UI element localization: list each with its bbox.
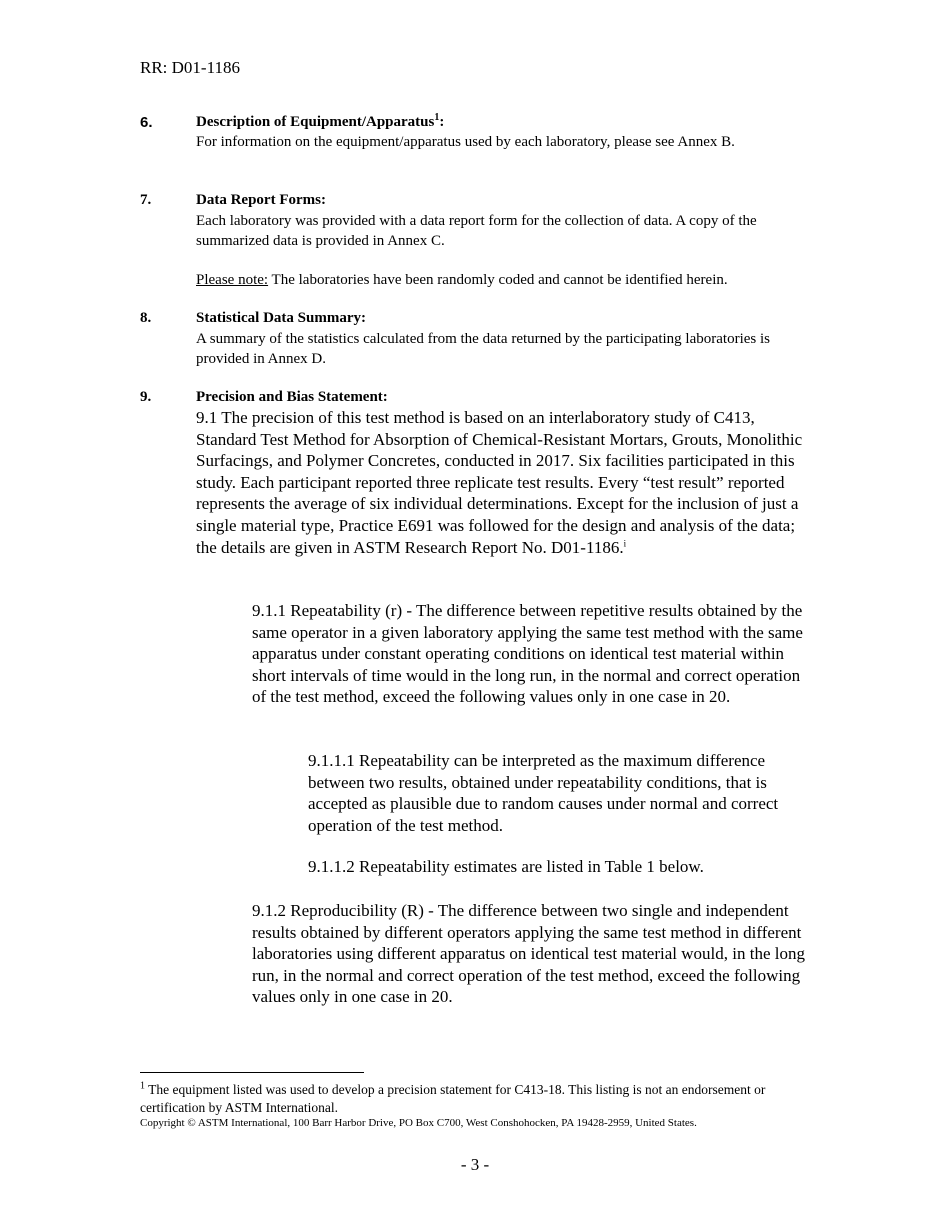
- note-text: The laboratories have been randomly coded and cannot be identified herein.: [268, 272, 728, 288]
- section-7-number: 7.: [140, 192, 152, 208]
- section-9-title: Precision and Bias Statement:: [196, 389, 388, 405]
- section-8-title: Statistical Data Summary:: [196, 310, 366, 326]
- section-6-body: For information on the equipment/apparatus used by each laboratory, please see Annex B.: [196, 134, 735, 150]
- footnote-text: The equipment listed was used to develop a precision statement for C413-18. This listing is not an endorsement or certification by ASTM International.: [140, 1082, 766, 1115]
- paragraph-9-1: [196, 407, 818, 558]
- section-9-number: 9.: [140, 389, 152, 405]
- section-8-number: 8.: [140, 310, 152, 326]
- section-7-body: Each laboratory was provided with a data report form for the collection of data. A copy of the summarized data is provided in Annex C.: [196, 213, 757, 249]
- section-8-body: A summary of the statistics calculated from the data returned by the participating laboratories is provided in Annex D.: [196, 331, 770, 367]
- report-id-header: RR: D01-1186: [140, 58, 240, 77]
- section-7-title: Data Report Forms:: [196, 192, 326, 208]
- paragraph-9-1-text: 9.1 The precision of this test method is based on an interlaboratory study of C413, Standard Test Method for Absorption of Chemical-Resistant Mortars, Grouts, Monolithic Surfacings, and Polymer Concretes, conducted in 2017. Six facilities participated in this study. Each participant reported three replicate test results. Every “test result” reported represents the average of six individual determinations. Except for the inclusion of just a single material type, Practice E691 was followed for the design and analysis of the data; the details are given in ASTM Research Report No. D01-1186.: [196, 408, 803, 557]
- copyright-line: Copyright © ASTM International, 100 Barr Harbor Drive, PO Box C700, West Conshohocken, PA 19428-2959, United States.: [140, 1117, 697, 1129]
- footnote-ref: 1: [434, 112, 440, 123]
- endnote-ref: i: [623, 537, 627, 548]
- section-7-note: [196, 270, 836, 290]
- section-6-number: 6.: [140, 114, 153, 131]
- paragraph-9-1-2: 9.1.2 Reproducibility (R) - The difference between two single and independent results obtained by different operators applying the same test method in different laboratories using different apparatus on identical test material would, in the long run, in the normal and correct operation of the test method, exceed the following values only in one case in 20.: [252, 901, 805, 1007]
- paragraph-9-1-1-1: 9.1.1.1 Repeatability can be interpreted as the maximum difference between two results, obtained under repeatability conditions, that is accepted as plausible due to random causes under normal and correct operation of the test method.: [308, 751, 779, 835]
- footnote-marker: 1: [140, 1080, 145, 1092]
- footnote-divider: [140, 1072, 364, 1073]
- section-6-title-colon: :: [439, 114, 445, 130]
- paragraph-9-1-1: 9.1.1 Repeatability (r) - The difference between repetitive results obtained by the same operator in a given laboratory applying the same test method with the same apparatus under constant operating conditions on identical test material within short intervals of time would in the long run, in the normal and correct operation of the test method, exceed the following values only in one case in 20.: [252, 601, 803, 707]
- page-number: - 3 -: [460, 1155, 490, 1174]
- note-label: Please note:: [196, 272, 269, 288]
- paragraph-9-1-1-2: 9.1.1.2 Repeatability estimates are listed in Table 1 below.: [308, 857, 704, 876]
- footnote: [140, 1081, 800, 1117]
- section-6-title: [196, 114, 444, 131]
- section-6-title-text: Description of Equipment/Apparatus: [196, 114, 435, 130]
